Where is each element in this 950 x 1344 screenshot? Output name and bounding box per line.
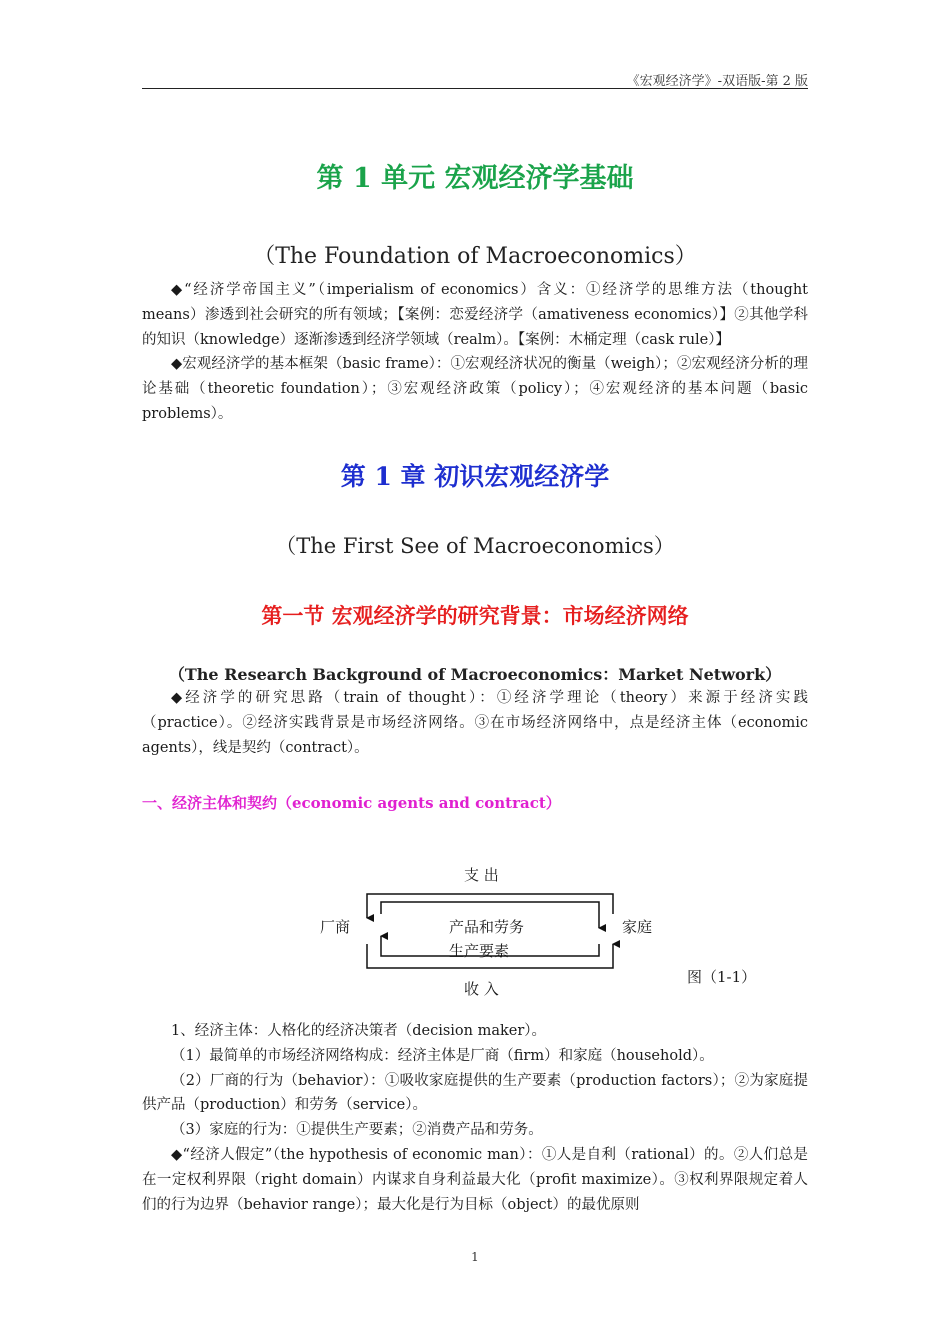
figure-household-label: 家庭 (622, 918, 653, 936)
section-title: 第一节 宏观经济学的研究背景：市场经济网络 (261, 603, 689, 628)
unit-intro (142, 278, 808, 427)
figure-top-label: 支 出 (464, 866, 499, 884)
section-subtitle: （The Research Background of Macroeconomics：Market Network） (168, 665, 782, 684)
chapter-subtitle: （The First See of Macroeconomics） (275, 534, 675, 558)
paragraph-research-approach: ◆经济学的研究思路（train of thought）：①经济学理论（theory）来源于经济实践（practice）。②经济实践背景是市场经济网络。③在市场经济网络中，点是经济主体（economic agents），线是契约（contract）。 (142, 690, 808, 756)
header-rule (142, 88, 808, 89)
item-firm-behavior: （2）厂商的行为（behavior）：①吸收家庭提供的生产要素（production factors）；②为家庭提供产品（production）和劳务（service）。 (142, 1072, 808, 1114)
figure-factors-label: 生产要素 (449, 942, 510, 960)
section-intro (142, 686, 808, 760)
item-network-composition: （1）最简单的市场经济网络构成：经济主体是厂商（firm）和家庭（household）。 (171, 1047, 714, 1064)
paragraph-imperialism: ◆“经济学帝国主义”（imperialism of economics）含义：①经济学的思维方法（thought means）渗透到社会研究的所有领域；【案例：恋爱经济学（amativeness economics）】②其他学科的知识（knowledge）逐渐渗透到经济学领域（realm）。【案例：木桶定理（cask rule）】 (142, 282, 808, 348)
paragraph-framework: ◆宏观经济学的基本框架（basic frame）：①宏观经济状况的衡量（weigh）；②宏观经济分析的理论基础（theoretic foundation）；③宏观经济政策（policy）；④宏观经济的基本问题（basic problems）。 (142, 356, 808, 422)
subsection-title: 一、经济主体和契约（economic agents and contract） (142, 794, 561, 812)
running-header: 《宏观经济学》-双语版-第 2 版 (626, 74, 808, 89)
circular-flow-diagram (355, 888, 620, 974)
page-number: 1 (471, 1250, 479, 1264)
figure-caption: 图（1-1） (687, 968, 757, 986)
goods-flow-line (381, 902, 599, 928)
item-household-behavior: （3）家庭的行为：①提供生产要素；②消费产品和劳务。 (171, 1122, 543, 1139)
item-economic-agents: 1、经济主体：人格化的经济决策者（decision maker）。 (171, 1023, 547, 1039)
figure-firm-label: 厂商 (320, 918, 351, 936)
unit-subtitle: （The Foundation of Macroeconomics） (253, 244, 697, 269)
body-text (142, 1019, 808, 1217)
paragraph-economic-man: ◆“经济人假定”（the hypothesis of economic man）：①人是自利（rational）的。②人们总是在一定权利界限（right domain）内谋求自身利益最大化（profit maximize）。③权利界限规定着人们的行为边界（behavior range）；最大化是行为目标（object）的最优原则 (142, 1146, 808, 1213)
unit-title: 第 1 单元 宏观经济学基础 (316, 163, 634, 194)
figure-goods-label: 产品和劳务 (449, 918, 525, 936)
figure-bottom-label: 收 入 (464, 980, 499, 998)
factors-flow-line (381, 936, 599, 956)
chapter-title: 第 1 章 初识宏观经济学 (340, 462, 610, 491)
spending-flow-line (367, 894, 613, 918)
